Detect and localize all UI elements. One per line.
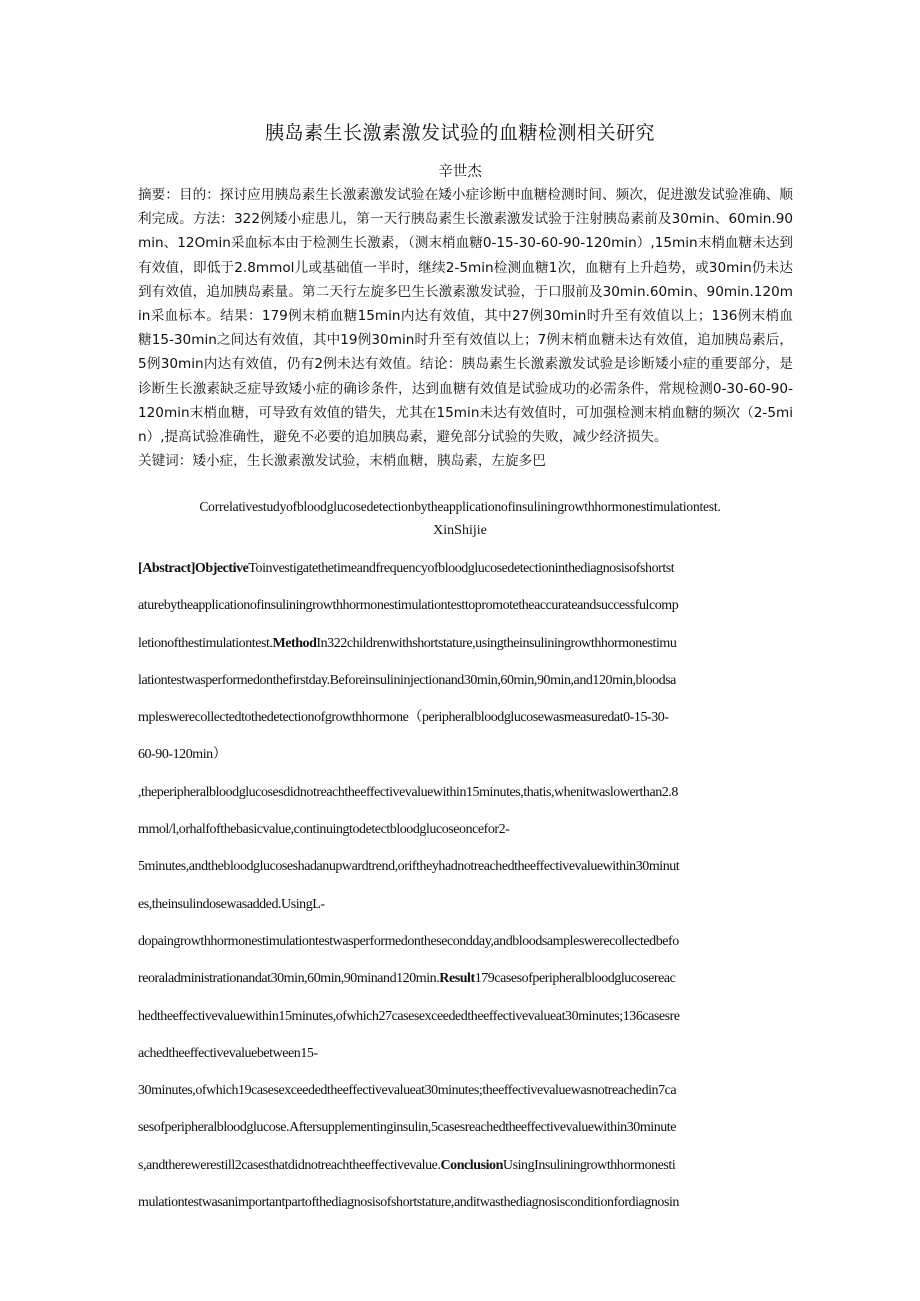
chinese-keywords: 关键词：矮小症，生长激素激发试验，末梢血糖，胰岛素，左旋多巴: [138, 453, 546, 470]
english-abstract-line: [138, 960, 786, 997]
abstract-text: 30minutes,ofwhich19casesexceededtheeffectivevalueat30minutes;theeffectivevaluewasnotreachedin7ca: [138, 1083, 677, 1099]
abstract-text: hedtheeffectivevaluewithin15minutes,ofwhich27casesexceededtheeffectivevalueat30minutes;136casesre: [138, 1008, 680, 1024]
section-label: Result: [439, 971, 475, 987]
abstract-text: mpleswerecollectedtothedetectionofgrowthhormone（peripheralbloodglucosewasmeasuredat0-15-30-: [138, 710, 669, 726]
english-abstract-line: [138, 1147, 786, 1184]
section-label: [Abstract]Objective: [138, 561, 249, 576]
english-abstract-line: [138, 699, 786, 736]
english-abstract-line: [138, 811, 786, 848]
chinese-abstract: [138, 183, 793, 473]
abstract-text: s,andthereweresti​ll2casesthatdidnotreachtheeffectivevalue.: [138, 1157, 441, 1173]
english-author: XinShijie: [433, 523, 487, 538]
abstract-text: 60-90-120min）: [138, 747, 227, 763]
english-abstract-line: [138, 848, 786, 885]
abstract-text: ,theperipheralbloodglucosesdidnotreachtheeffectivevaluewithin15minutes,thatis,whenitwaslowerthan2.8: [138, 784, 678, 800]
abstract-text: es,theinsulindosewasadded.UsingL-: [138, 896, 325, 912]
abstract-text: letionofthestimulationtest.: [138, 635, 273, 651]
abstract-text: aturebytheapplicationofinsuliningrowthhormonestimulationtesttopromotetheaccurateandsuccessfulcomp: [138, 598, 679, 614]
section-label: Method: [272, 635, 317, 651]
english-abstract-line: [138, 1109, 786, 1146]
english-abstract-line: [138, 1184, 786, 1221]
english-abstract-line: [138, 625, 786, 662]
english-abstract-line: [138, 662, 786, 699]
abstract-text: achedtheeffectivevaluebetween15-: [138, 1045, 318, 1061]
abstract-text: sesofperipheralbloodglucose.Aftersupplementinginsulin,5casesreachedtheeffectivevaluewithin30minute: [138, 1120, 677, 1136]
english-abstract-line: [138, 886, 786, 923]
abstract-text: mmol/l,orhalfofthebasicvalue,continuingtodetectbloodglucoseoncefor2-: [138, 822, 510, 838]
chinese-abstract-body: 摘要：目的：探讨应用胰岛素生长激素激发试验在矮小症诊断中血糖检测时间、频次，促进激发试验准确、顺利完成。方法：322例矮小症患儿，第一天行胰岛素生长激素激发试验于注射胰岛素前及30min、60min.90min、12Omin采血标本由于检测生长激素，（测末梢血糖0-15-30-60-90-120min）,15min末梢血糖未达到有效值，即低于2.8mmol儿或基础值一半时，继续2-5min检测血糖1次，血糖有上升趋势，或30min仍未达到有效值，追加胰岛素量。第二天行左旋多巴生长激素激发试验，于口服前及30min.60min、90min.120min采血标本。结果：179例末梢血糖15min内达有效值，其中27例30min时升至有效值以上；136例末梢血糖15-30min之间达有效值，其中19例30min时升至有效值以上；7例末梢血糖未达有效值，追加胰岛素后，5例30min内达有效值，仍有2例未达有效值。结论：胰岛素生长激素激发试验是诊断矮小症的重要部分，是诊断生长激素缺乏症导致矮小症的确诊条件，达到血糖有效值是试验成功的必需条件，常规检测0-30-60-90-120min末梢血糖，可导致有效值的错失，尤其在15min未达有效值时，可加强检测末梢血糖的频次（2-5min）,提高试验准确性，避免不必要的追加胰岛素，避免部分试验的失败，减少经济损失。: [138, 187, 793, 446]
abstract-text: mulationtestwasanimportantpartofthediagnosisofshortstature,anditwasthediagnosisconditionfordiagnosin: [138, 1195, 679, 1211]
english-abstract-line: [138, 923, 786, 960]
english-abstract: [138, 550, 786, 1221]
abstract-text: Toinvestigatethetimeandfrequencyofbloodglucosedetectioninthediagnosisofshortst: [248, 561, 675, 576]
abstract-text: In322childrenwithshortstature,usingtheinsuliningrowthhormonestimu: [316, 635, 677, 651]
english-title: Correlativestudyofbloodglucosedetectionbytheapplicationofinsuliningrowthhormonestimulationtest.: [199, 499, 721, 514]
abstract-text: UsingInsuliningrowthhormonesti: [502, 1157, 676, 1173]
english-abstract-line: [138, 587, 786, 624]
english-abstract-line: [138, 1072, 786, 1109]
english-abstract-line: [138, 998, 786, 1035]
english-abstract-line: [138, 550, 786, 587]
section-label: Conclusion: [440, 1157, 503, 1173]
english-abstract-line: [138, 774, 786, 811]
english-abstract-line: [138, 1035, 786, 1072]
abstract-text: dopaingrowthhormonestimulationtestwasperformedonthesecondday,andbloodsampleswerecollectedbefo: [138, 933, 679, 949]
abstract-text: 5minutes,andthebloodglucoseshadanupwardtrend,oriftheyhadnotreachedtheeffectivevaluewithin30minut: [138, 859, 680, 875]
abstract-text: lationtestwasperformedonthefirstday.Beforeinsulininjectionand30min,60min,90min,and120min,bloodsa: [138, 672, 676, 688]
paper-title: 胰岛素生长激素激发试验的血糖检测相关研究: [264, 122, 655, 144]
abstract-text: 179casesofperipheralbloodglucosereac: [474, 971, 676, 987]
english-abstract-line: [138, 736, 786, 773]
abstract-text: reoraladministrationandat30min,60min,90minand120min.: [138, 971, 440, 987]
author-name-cn: 辛世杰: [438, 164, 482, 180]
